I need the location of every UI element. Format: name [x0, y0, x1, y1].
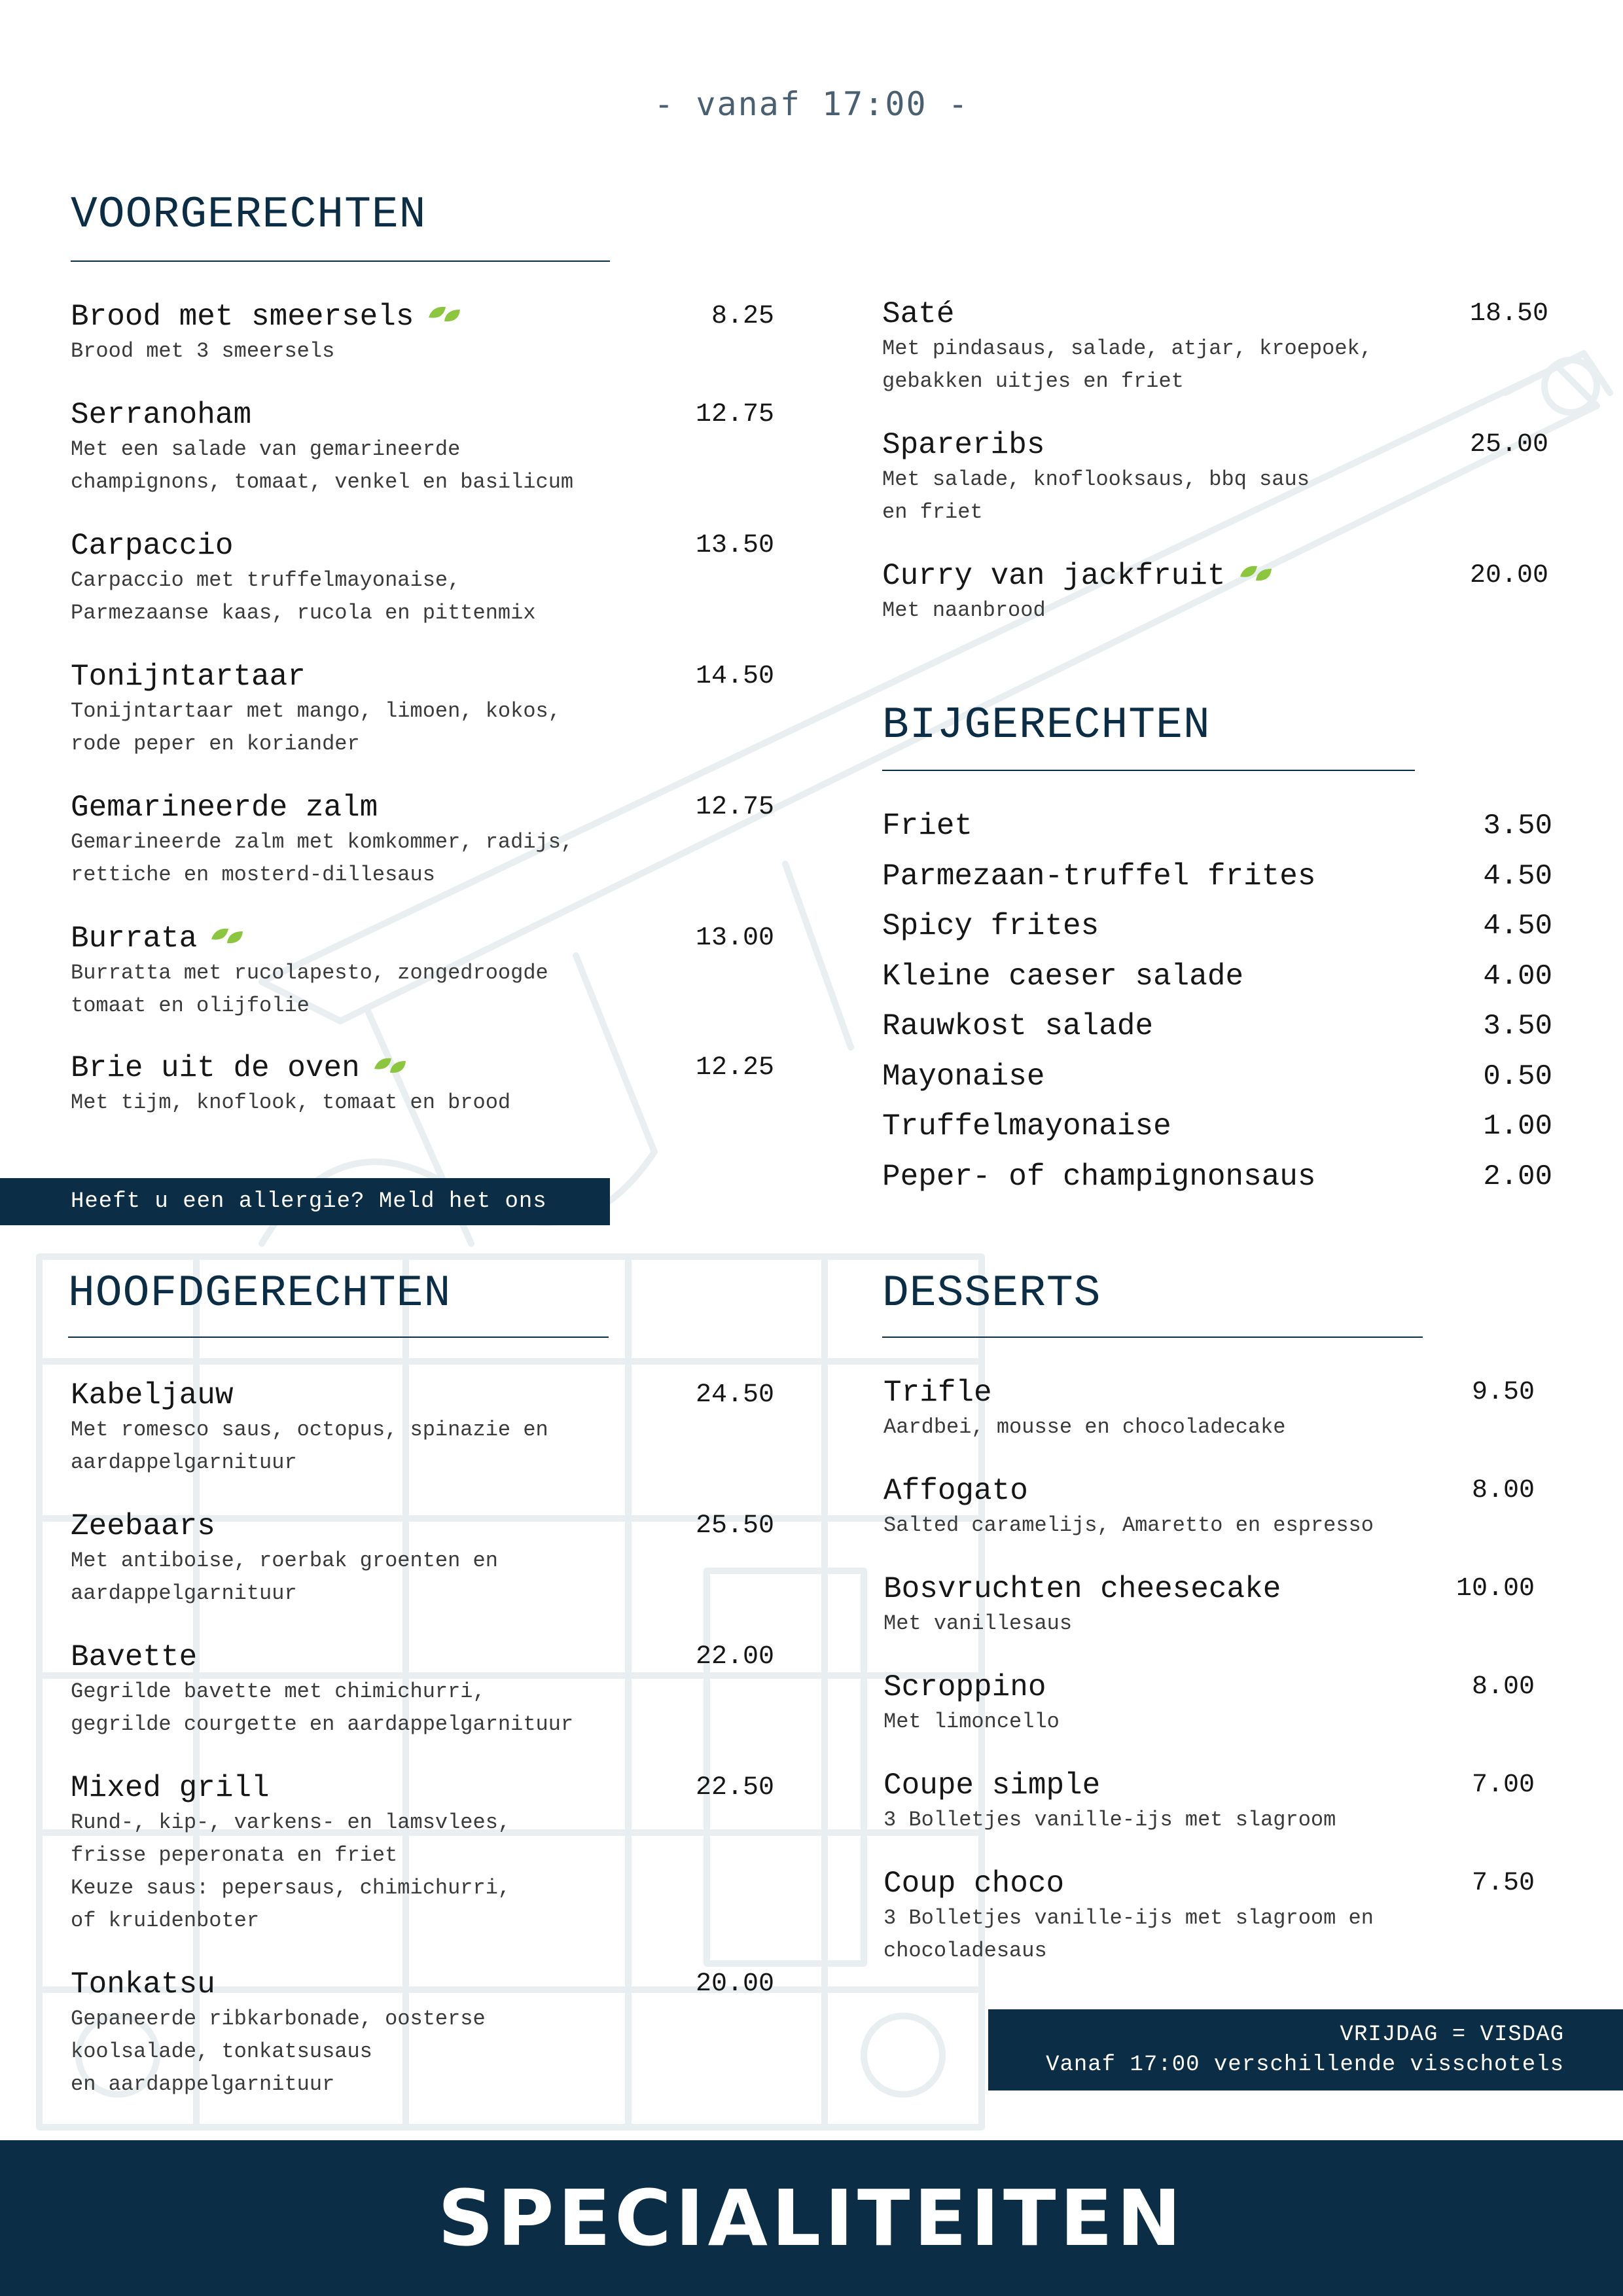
menu-item-description: Gepaneerde ribkarbonade, oosterse [71, 2007, 486, 2031]
menu-item-name-text: Bosvruchten cheesecake [883, 1572, 1281, 1606]
menu-item [71, 1639, 774, 1741]
menu-item-name-text: Bavette [71, 1640, 198, 1674]
section-divider [882, 1336, 1423, 1338]
menu-item-description: chocoladesaus [883, 1939, 1047, 1963]
side-dish-name: Rauwkost salade [882, 1009, 1154, 1043]
menu-item-description: en aardappelgarnituur [71, 2072, 335, 2096]
side-dish-row [882, 1008, 1552, 1045]
menu-item-description: Gemarineerde zalm met komkommer, radijs, [71, 830, 574, 854]
menu-item-price: 22.50 [695, 1773, 774, 1803]
menu-item [71, 1966, 774, 2101]
menu-item [883, 1374, 1535, 1444]
menu-item-price: 20.00 [1469, 561, 1548, 590]
menu-item-name-text: Zeebaars [71, 1509, 215, 1543]
menu-item-price: 12.75 [695, 793, 774, 822]
menu-item-description: tomaat en olijfolie [71, 994, 310, 1018]
section-divider [71, 260, 610, 262]
menu-item-name [882, 296, 1548, 332]
menu-item [71, 1050, 774, 1119]
menu-item-description: en friet [882, 500, 983, 524]
menu-item [882, 558, 1548, 627]
menu-item [883, 1571, 1535, 1640]
menu-item-description: Gegrilde bavette met chimichurri, [71, 1679, 486, 1704]
menu-item-description: Parmezaanse kaas, rucola en pittenmix [71, 601, 536, 625]
menu-item-name-text: Spareribs [882, 428, 1045, 462]
menu-item-price: 18.50 [1469, 299, 1548, 329]
menu-item [71, 397, 774, 499]
menu-item-name-text: Coupe simple [883, 1768, 1101, 1803]
menu-item-name [71, 1508, 774, 1545]
menu-item-description: frisse peperonata en friet [71, 1843, 398, 1867]
menu-item-name [882, 558, 1548, 594]
menu-item-name [71, 1966, 774, 2003]
menu-item-price: 8.25 [711, 302, 774, 331]
menu-item [71, 1770, 774, 1937]
menu-item [71, 789, 774, 891]
side-dish-name: Mayonaise [882, 1059, 1045, 1094]
side-dish-price: 1.00 [1483, 1110, 1552, 1143]
menu-item-name [71, 1639, 774, 1676]
vegetarian-leaf-icon [1238, 564, 1274, 583]
menu-item-name [883, 1374, 1535, 1411]
menu-item-price: 24.50 [695, 1380, 774, 1410]
menu-item-name-text: Serranoham [71, 398, 252, 432]
menu-item-description: Carpaccio met truffelmayonaise, [71, 568, 461, 592]
menu-item-price: 14.50 [695, 662, 774, 691]
side-dish-row [882, 858, 1552, 895]
menu-item-name [71, 1770, 774, 1806]
menu-item-name-text: Affogato [883, 1474, 1028, 1508]
menu-item-name-text: Coup choco [883, 1867, 1065, 1901]
side-dish-name: Peper- of champignonsaus [882, 1159, 1316, 1194]
menu-item [883, 1669, 1535, 1738]
section-title-voorgerechten: VOORGERECHTEN [71, 190, 427, 240]
vegetarian-leaf-icon [209, 926, 245, 946]
menu-item-description: rettiche en mosterd-dillesaus [71, 863, 435, 887]
side-dish-row [882, 1108, 1552, 1145]
menu-item [71, 920, 774, 1022]
vegetarian-leaf-icon [372, 1056, 408, 1075]
menu-item-name-text: Curry van jackfruit [882, 559, 1226, 593]
side-dish-name: Friet [882, 809, 973, 843]
menu-item-name [71, 789, 774, 826]
menu-item-description: Tonijntartaar met mango, limoen, kokos, [71, 699, 561, 723]
menu-item-name-text: Trifle [883, 1376, 992, 1410]
menu-item-description: Rund-, kip-, varkens- en lamsvlees, [71, 1810, 511, 1835]
menu-item-price: 22.00 [695, 1642, 774, 1672]
side-dish-price: 0.50 [1483, 1060, 1552, 1093]
side-dish-price: 4.00 [1483, 960, 1552, 993]
menu-item-description: Keuze saus: pepersaus, chimichurri, [71, 1876, 511, 1900]
menu-item-name-text: Scroppino [883, 1670, 1046, 1704]
menu-item-name-text: Saté [882, 297, 955, 331]
menu-item-name [71, 1377, 774, 1414]
side-dish-name: Truffelmayonaise [882, 1109, 1171, 1143]
fish-day-text: Vanaf 17:00 verschillende visschotels [1046, 2053, 1564, 2077]
menu-item-description: 3 Bolletjes vanille-ijs met slagroom en [883, 1906, 1374, 1930]
menu-item-description: koolsalade, tonkatsusaus [71, 2039, 372, 2064]
menu-item-price: 25.00 [1469, 430, 1548, 459]
menu-item-price: 9.50 [1471, 1378, 1535, 1407]
menu-item-price: 8.00 [1471, 1476, 1535, 1505]
section-title-bijgerechten: BIJGERECHTEN [882, 700, 1211, 751]
menu-item-price: 7.50 [1471, 1869, 1535, 1898]
section-title-desserts: DESSERTS [882, 1268, 1101, 1319]
section-divider [882, 770, 1415, 771]
menu-item [71, 528, 774, 630]
side-dish-row [882, 908, 1552, 944]
menu-item-description: Burratta met rucolapesto, zongedroogde [71, 961, 548, 985]
menu-item-description: Salted caramelijs, Amaretto en espresso [883, 1513, 1374, 1537]
menu-item [71, 1508, 774, 1610]
menu-item-name-text: Brood met smeersels [71, 300, 414, 334]
side-dish-price: 4.50 [1483, 859, 1552, 893]
menu-item-description: Met pindasaus, salade, atjar, kroepoek, [882, 336, 1372, 361]
menu-item-name-text: Gemarineerde zalm [71, 791, 378, 825]
allergy-notice: Heeft u een allergie? Meld het ons [0, 1178, 610, 1225]
menu-item [71, 1377, 774, 1479]
menu-item-description: Met een salade van gemarineerde [71, 437, 461, 461]
menu-item-name [882, 427, 1548, 463]
menu-item-name [883, 1767, 1535, 1804]
menu-item-description: Met salade, knoflooksaus, bbq saus [882, 467, 1310, 492]
menu-item-description: Met naanbrood [882, 598, 1046, 622]
menu-item [882, 427, 1548, 529]
side-dish-row [882, 808, 1552, 844]
menu-item-name [71, 1050, 774, 1086]
menu-item-name [71, 528, 774, 564]
menu-item-price: 20.00 [695, 1969, 774, 1999]
menu-item-name [883, 1473, 1535, 1509]
menu-item [883, 1865, 1535, 1967]
menu-item-name-text: Carpaccio [71, 529, 234, 563]
side-dish-price: 2.00 [1483, 1160, 1552, 1193]
menu-item-price: 7.00 [1471, 1770, 1535, 1800]
vegetarian-leaf-icon [426, 304, 463, 324]
menu-item-description: Met vanillesaus [883, 1611, 1073, 1636]
side-dish-price: 3.50 [1483, 810, 1552, 842]
menu-item-description: Aardbei, mousse en chocoladecake [883, 1415, 1286, 1439]
menu-item-description: Met limoncello [883, 1710, 1060, 1734]
menu-item-description: gegrilde courgette en aardappelgarnituur [71, 1712, 574, 1736]
menu-item-price: 25.50 [695, 1511, 774, 1541]
footer-banner-title: SPECIALITEITEN [0, 2140, 1623, 2296]
menu-item-price: 10.00 [1455, 1574, 1535, 1604]
menu-item-name [71, 397, 774, 433]
menu-item-description: champignons, tomaat, venkel en basilicum [71, 470, 574, 494]
section-divider [68, 1336, 609, 1338]
menu-item-price: 13.50 [695, 531, 774, 560]
side-dish-name: Parmezaan-truffel frites [882, 859, 1316, 893]
side-dish-row [882, 1158, 1552, 1195]
menu-item-price: 8.00 [1471, 1672, 1535, 1702]
side-dish-price: 4.50 [1483, 910, 1552, 942]
menu-item-name-text: Kabeljauw [71, 1378, 234, 1412]
menu-item-price: 13.00 [695, 924, 774, 953]
side-dish-row [882, 958, 1552, 995]
menu-item [883, 1767, 1535, 1837]
menu-item-description: aardappelgarnituur [71, 1450, 297, 1475]
menu-item-name [71, 298, 774, 335]
menu-item-description: Brood met 3 smeersels [71, 339, 335, 363]
section-title-hoofdgerechten: HOOFDGERECHTEN [68, 1268, 452, 1319]
menu-item-price: 12.75 [695, 400, 774, 429]
menu-item-name-text: Mixed grill [71, 1771, 270, 1805]
menu-item-description: gebakken uitjes en friet [882, 369, 1184, 393]
fish-day-banner [988, 2009, 1623, 2090]
menu-item-description: aardappelgarnituur [71, 1581, 297, 1605]
menu-item-name [71, 920, 774, 957]
menu-item [71, 658, 774, 761]
fish-day-title: VRIJDAG = VISDAG [1340, 2022, 1564, 2047]
menu-item-name [883, 1571, 1535, 1607]
menu-item-description: 3 Bolletjes vanille-ijs met slagroom [883, 1808, 1336, 1832]
side-dish-price: 3.50 [1483, 1010, 1552, 1043]
side-dish-row [882, 1058, 1552, 1095]
menu-item-name-text: Tonkatsu [71, 1967, 215, 2001]
menu-item-description: Met antiboise, roerbak groenten en [71, 1549, 498, 1573]
menu-item [883, 1473, 1535, 1542]
menu-item-name [883, 1669, 1535, 1706]
menu-item [882, 296, 1548, 398]
menu-item-name [883, 1865, 1535, 1902]
menu-item-name-text: Burrata [71, 922, 198, 956]
menu-item-description: Met tijm, knoflook, tomaat en brood [71, 1090, 511, 1115]
menu-item-price: 12.25 [695, 1053, 774, 1083]
menu-item-description: rode peper en koriander [71, 732, 360, 756]
menu-item-name-text: Tonijntartaar [71, 660, 306, 694]
menu-item [71, 298, 774, 368]
side-dish-name: Spicy frites [882, 909, 1099, 943]
menu-item-name [71, 658, 774, 695]
side-dish-name: Kleine caeser salade [882, 959, 1244, 994]
menu-item-name-text: Brie uit de oven [71, 1051, 360, 1085]
menu-subtitle: - vanaf 17:00 - [654, 85, 969, 123]
menu-item-description: of kruidenboter [71, 1909, 260, 1933]
menu-item-description: Met romesco saus, octopus, spinazie en [71, 1418, 548, 1442]
